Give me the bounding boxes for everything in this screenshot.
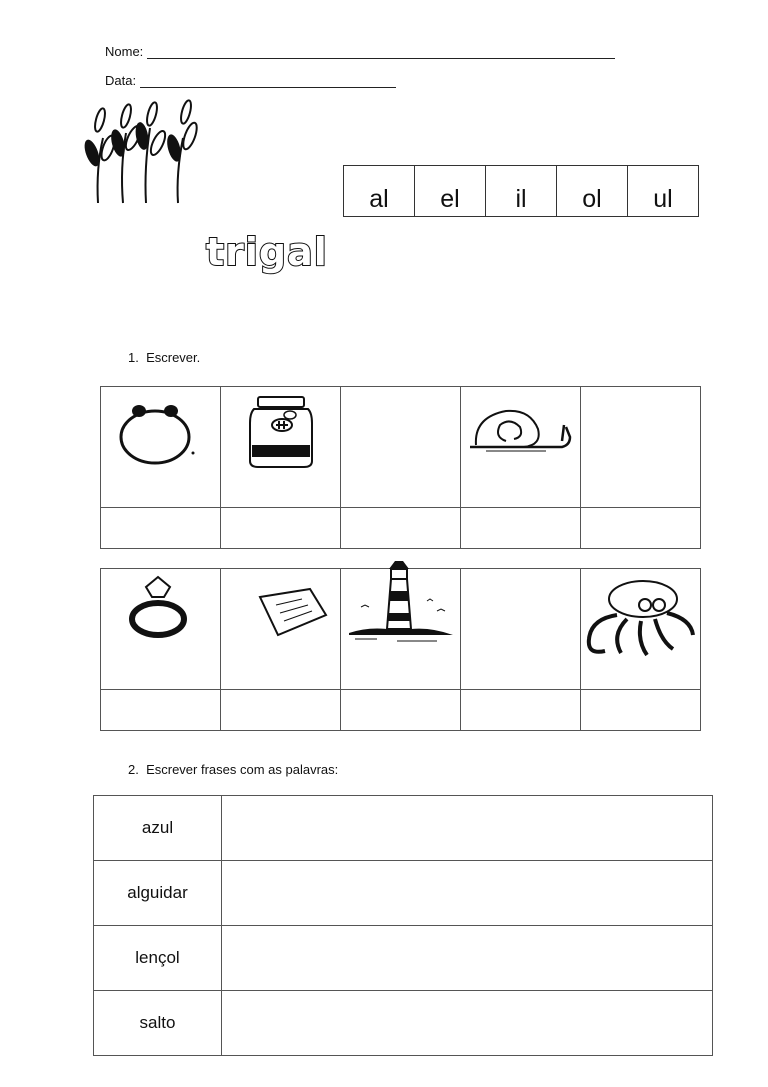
picture-table-1: [100, 386, 701, 549]
answer-cell[interactable]: [341, 508, 461, 549]
answer-cell[interactable]: [581, 690, 701, 731]
syllable-cell: ul: [628, 166, 699, 217]
exercise2-text: Escrever frases com as palavras:: [146, 762, 339, 777]
picture-cell: [221, 569, 341, 690]
name-input-line[interactable]: [147, 46, 615, 59]
picture-cell: [101, 569, 221, 690]
exercise1-text: Escrever.: [146, 350, 201, 365]
picture-cell: [101, 387, 221, 508]
word-cell: azul: [94, 796, 222, 861]
syllable-cell: al: [344, 166, 415, 217]
picture-cell: [581, 387, 701, 508]
answer-cell[interactable]: [221, 690, 341, 731]
answer-cell[interactable]: [341, 690, 461, 731]
syllable-cell: il: [486, 166, 557, 217]
diamond-ring-icon: [126, 575, 190, 641]
title-word: trigal: [206, 230, 328, 274]
wheat-icon: [78, 98, 208, 206]
date-input-line[interactable]: [140, 75, 396, 88]
exercise1-title: [128, 350, 200, 365]
ring-bracelet-icon: [113, 397, 203, 467]
syllable-cell: ol: [557, 166, 628, 217]
paper-sheet-icon: [256, 585, 331, 640]
exercise2-number: 2.: [128, 762, 139, 777]
date-label: Data:: [105, 73, 137, 88]
picture-cell: [461, 387, 581, 508]
sentence-table: [93, 795, 713, 1056]
word-cell: alguidar: [94, 861, 222, 926]
picture-cell: [341, 387, 461, 508]
picture-cell: [221, 387, 341, 508]
answer-cell[interactable]: [461, 508, 581, 549]
answer-cell[interactable]: [101, 508, 221, 549]
exercise2-title: [128, 762, 338, 777]
name-label: Nome:: [105, 44, 144, 59]
jar-with-bee-icon: [246, 395, 316, 471]
word-cell: salto: [94, 991, 222, 1056]
picture-cell: [581, 569, 701, 690]
answer-cell[interactable]: [101, 690, 221, 731]
answer-cell[interactable]: [221, 508, 341, 549]
sentence-cell[interactable]: [222, 796, 713, 861]
name-field: [105, 44, 615, 59]
word-cell: lençol: [94, 926, 222, 991]
date-field: [105, 73, 396, 88]
exercise1-number: 1.: [128, 350, 139, 365]
syllable-cell: el: [415, 166, 486, 217]
sentence-cell[interactable]: [222, 991, 713, 1056]
picture-table-2: [100, 568, 701, 731]
answer-cell[interactable]: [581, 508, 701, 549]
answer-cell[interactable]: [461, 690, 581, 731]
snail-icon: [466, 397, 576, 457]
lighthouse-icon: [347, 559, 457, 647]
octopus-icon: [581, 575, 700, 659]
sentence-cell[interactable]: [222, 926, 713, 991]
picture-cell: [461, 569, 581, 690]
syllable-table: [343, 165, 699, 217]
picture-cell: [341, 569, 461, 690]
sentence-cell[interactable]: [222, 861, 713, 926]
